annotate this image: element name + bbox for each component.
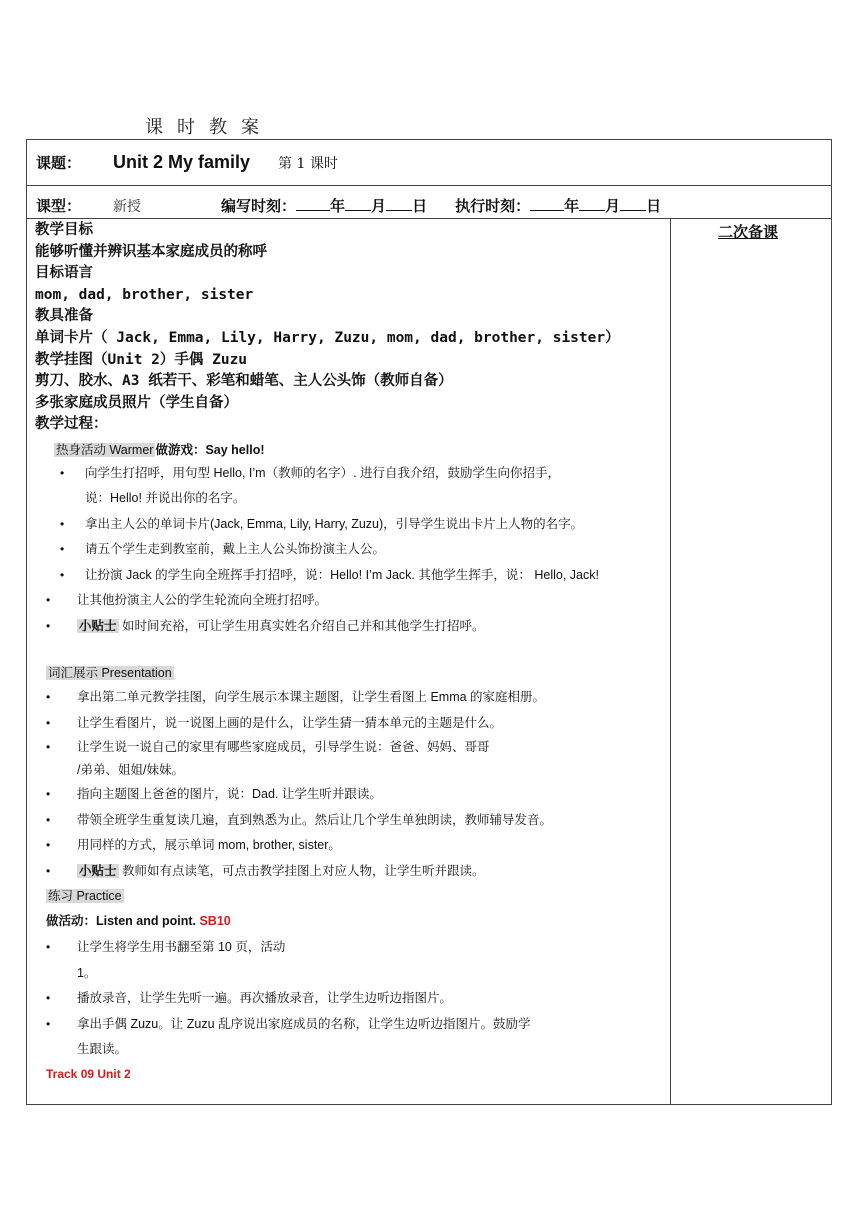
list-item: • 带领全班学生重复读几遍，直到熟悉为止。然后让几个学生单独朗读，教师辅导发音。 [46, 812, 553, 827]
presentation-heading [46, 661, 665, 685]
tip-item: • 小贴士 教师如有点读笔，可点击教学挂图上对应人物，让学生听并跟读。 [46, 863, 485, 878]
list-item-text: 请五个学生走到教室前，戴上主人公头饰扮演主人公。 [85, 542, 386, 557]
tip-item: • 小贴士 如时间充裕，可让学生用真实姓名介绍自己并和其他学生打招呼。 [46, 618, 485, 633]
tip-label: 小贴士 [79, 618, 117, 633]
type-value: 新授 [113, 199, 142, 215]
list-item-text: 让其他扮演主人公的学生轮流向全班打招呼。 [77, 593, 328, 608]
year-blank [530, 196, 564, 211]
materials-line: 单词卡片（ Jack, Emma, Lily, Harry, Zuzu, mom, dad, brother, sister） [35, 329, 620, 346]
list-item-continuation: 生跟读。 [77, 1042, 128, 1057]
warmer-title: 做游戏：Say hello! [155, 442, 265, 457]
table-divider [27, 185, 831, 186]
tip-label: 小贴士 [79, 863, 117, 878]
objectives-heading: 教学目标 [35, 222, 93, 238]
list-item-text: 让学生看图片，说一说图上画的是什么，让学生猜一猜本单元的主题是什么。 [77, 715, 503, 730]
topic-label: 课题： [36, 154, 82, 172]
second-prep-heading: 二次备课 [718, 223, 779, 241]
year-label: 年 [330, 197, 346, 215]
materials-heading: 教具准备 [35, 308, 93, 325]
track-label: Track 09 Unit 2 [46, 1066, 131, 1081]
list-item-text: 用同样的方式，展示单词 mom, brother, sister。 [77, 838, 341, 853]
practice-tag: 练习 Practice [48, 889, 122, 904]
materials-line: 多张家庭成员照片（学生自备） [35, 394, 238, 411]
document-title: 课时教案 [145, 117, 273, 138]
practice-title: 做活动：Listen and point. [46, 914, 200, 929]
warmer-heading [54, 439, 665, 461]
list-item-text: 让扮演 Jack 的学生向全班挥手打招呼，说：Hello! I’m Jack. 其他学生挥手，说： Hello, Jack! [85, 567, 599, 582]
objectives-text: 能够听懂并辨识基本家庭成员的称呼 [35, 243, 267, 260]
list-item: • 指向主题图上爸爸的图片，说：Dad. 让学生听并跟读。 [46, 787, 382, 802]
meta-row [36, 195, 661, 216]
exec-label: 执行时刻： [455, 197, 531, 215]
day-label: 日 [412, 197, 428, 215]
column-divider [670, 218, 671, 1104]
materials-line: 教学挂图（Unit 2）手偶 Zuzu [35, 351, 248, 368]
list-item-text: 拿出主人公的单词卡片(Jack, Emma, Lily, Harry, Zuzu)，引导学生说出卡片上人物的名字。 [85, 516, 584, 531]
year-label: 年 [564, 197, 580, 215]
day-blank [386, 196, 412, 211]
type-label: 课型： [36, 197, 82, 215]
list-item: • 让其他扮演主人公的学生轮流向全班打招呼。 [46, 593, 328, 608]
target-language-text: mom, dad, brother, sister [35, 286, 254, 303]
day-blank [620, 196, 646, 211]
table-divider [27, 218, 831, 219]
topic-row [36, 152, 338, 173]
month-blank [579, 196, 605, 211]
list-item-text: 让学生说一说自己的家里有哪些家庭成员，引导学生说：爸爸、妈妈、哥哥 [77, 740, 490, 755]
process-heading: 教学过程： [35, 416, 108, 433]
list-item-text: 播放录音，让学生先听一遍。再次播放录音，让学生边听边指图片。 [77, 991, 453, 1006]
list-item: • 让学生说一说自己的家里有哪些家庭成员，引导学生说：爸爸、妈妈、哥哥 [46, 740, 490, 755]
written-label: 编写时刻： [221, 197, 297, 215]
list-item-text: 拿出手偶 Zuzu。让 Zuzu 乱序说出家庭成员的名称，让学生边听边指图片。鼓励学 [77, 1016, 531, 1031]
list-item-continuation: /弟弟、姐姐/妹妹。 [77, 763, 184, 778]
list-item: • 拿出手偶 Zuzu。让 Zuzu 乱序说出家庭成员的名称，让学生边听边指图片。鼓励学 [46, 1016, 531, 1031]
tip-text: 教师如有点读笔，可点击教学挂图上对应人物，让学生听并跟读。 [118, 863, 485, 878]
materials-line: 剪刀、胶水、A3 纸若干、彩笔和蜡笔、主人公头饰（教师自备） [35, 373, 453, 390]
lesson-content [35, 220, 665, 1085]
list-item: • 播放录音，让学生先听一遍。再次播放录音，让学生边听边指图片。 [46, 991, 453, 1006]
list-item: • 让学生看图片，说一说图上画的是什么，让学生猜一猜本单元的主题是什么。 [46, 715, 503, 730]
tip-text: 如时间充裕，可让学生用真实姓名介绍自己并和其他学生打招呼。 [118, 618, 485, 633]
month-blank [345, 196, 371, 211]
list-item: • 拿出第二单元教学挂图，向学生展示本课主题图，让学生看图上 Emma 的家庭相册。 [46, 690, 546, 705]
practice-heading [46, 884, 665, 908]
list-item: • 拿出主人公的单词卡片(Jack, Emma, Lily, Harry, Zuzu)，引导学生说出卡片上人物的名字。 [60, 516, 584, 531]
list-item-text: 指向主题图上爸爸的图片，说：Dad. 让学生听并跟读。 [77, 787, 382, 802]
month-label: 月 [605, 197, 621, 215]
list-item: • 用同样的方式，展示单词 mom, brother, sister。 [46, 838, 341, 853]
target-language-heading: 目标语言 [35, 265, 93, 282]
lesson-plan-table [26, 139, 832, 1105]
list-item: • 让学生将学生用书翻至第 10 页，活动 [46, 940, 286, 955]
list-item-text: 向学生打招呼，用句型 Hello, I’m（教师的名字）. 进行自我介绍，鼓励学生向你招手， [85, 465, 561, 480]
unit-title: Unit 2 My family [113, 152, 251, 172]
practice-activity-title [46, 908, 665, 935]
list-item-text: 拿出第二单元教学挂图，向学生展示本课主题图，让学生看图上 Emma 的家庭相册。 [77, 690, 546, 705]
list-item: • 请五个学生走到教室前，戴上主人公头饰扮演主人公。 [60, 542, 386, 557]
list-item-text: 让学生将学生用书翻至第 10 页，活动 [77, 940, 286, 955]
lesson-number: 第 1 课时 [278, 156, 338, 172]
list-item: • 让扮演 Jack 的学生向全班挥手打招呼，说：Hello! I’m Jack. 其他学生挥手，说： Hello, Jack! [60, 567, 599, 582]
day-label: 日 [646, 197, 662, 215]
list-item-text: 带领全班学生重复读几遍，直到熟悉为止。然后让几个学生单独朗读，教师辅导发音。 [77, 812, 553, 827]
month-label: 月 [371, 197, 387, 215]
sb-page-ref: SB10 [199, 914, 231, 929]
year-blank [296, 196, 330, 211]
list-item: • 向学生打招呼，用句型 Hello, I’m（教师的名字）. 进行自我介绍，鼓励学生向你招手， [60, 465, 561, 480]
warmer-tag: 热身活动 Warmer [56, 442, 154, 457]
list-item-continuation: 说：Hello! 并说出你的名字。 [85, 491, 246, 506]
list-item-continuation: 1。 [77, 965, 97, 980]
presentation-tag: 词汇展示 Presentation [48, 666, 172, 681]
